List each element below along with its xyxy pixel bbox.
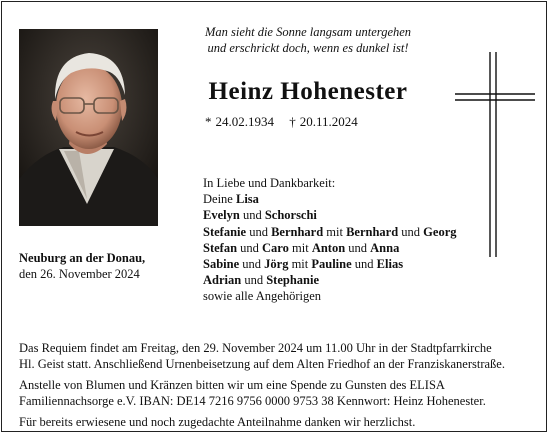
mourner-connector: mit [288, 240, 312, 255]
mourners-list [203, 175, 457, 305]
mourner-name: Stephanie [266, 273, 319, 288]
mourner-name: Stefan [203, 240, 238, 255]
mourner-connector: sowie alle Angehörigen [203, 289, 322, 304]
mourner-name: Sabine [203, 257, 240, 272]
mourner-connector: mit [323, 224, 347, 239]
requiem-line-1: Das Requiem findet am Freitag, den 29. November 2024 um 11.00 Uhr in der Stadtpfarrkirche [19, 341, 492, 355]
mourner-line [203, 207, 457, 223]
requiem-line-2: Hl. Geist statt. Anschließend Urnenbeisetzung auf dem Alten Friedhof an der Franziskanerstraße. [19, 357, 505, 371]
death-cross-icon: † [289, 114, 296, 129]
mourner-connector: und [345, 240, 371, 255]
mourner-name: Anton [311, 240, 346, 255]
mourner-connector: mit [288, 257, 312, 272]
cross-icon [455, 52, 535, 257]
place-town: Neuburg an der Donau, [19, 251, 146, 265]
birth-date [205, 114, 274, 129]
mourner-line [203, 240, 457, 256]
mourner-lines [203, 191, 457, 304]
mourner-connector: und [239, 257, 265, 272]
deceased-name: Heinz Hohenester [208, 78, 408, 105]
quote-line-2: und erschrickt doch, wenn es dunkel ist! [207, 41, 409, 55]
donation-line-2: Familiennachsorge e.V. IBAN: DE14 7216 9756 0000 9753 38 Kennwort: Heinz Hohenester. [19, 394, 486, 408]
mourner-connector: Deine [203, 192, 236, 207]
mourner-name: Elias [376, 257, 404, 272]
place-date: den 26. November 2024 [19, 267, 140, 281]
mourner-name: Evelyn [203, 208, 240, 223]
mourner-name: Georg [423, 224, 457, 239]
mourner-connector: und [241, 273, 267, 288]
death-date-value: 20.11.2024 [299, 114, 358, 129]
thanks-line: Für bereits erwiesene und noch zugedachte Anteilnahme danken wir herzlichst. [19, 415, 416, 429]
quote-line-1: Man sieht die Sonne langsam untergehen [204, 25, 412, 39]
portrait-photo [19, 29, 158, 226]
life-dates [205, 114, 370, 130]
mourner-name: Caro [262, 240, 289, 255]
mourner-line [203, 224, 457, 240]
mourner-line [203, 288, 457, 304]
mourner-name: Stefanie [203, 224, 247, 239]
mourner-name: Anna [370, 240, 400, 255]
mourner-connector: und [237, 240, 263, 255]
mourner-connector: und [246, 224, 272, 239]
portrait-illustration [19, 29, 158, 226]
birth-star-icon: * [205, 114, 212, 129]
mourner-line [203, 272, 457, 288]
mourner-connector: und [398, 224, 424, 239]
place-and-date [19, 250, 145, 282]
mourner-connector: und [239, 208, 265, 223]
memorial-quote [175, 24, 441, 56]
mourner-name: Lisa [235, 192, 259, 207]
mourners-intro: In Liebe und Dankbarkeit: [203, 176, 336, 190]
donation-line-1: Anstelle von Blumen und Kränzen bitten wir um eine Spende zu Gunsten des ELISA [19, 378, 445, 392]
mourner-name: Jörg [264, 257, 289, 272]
mourner-line [203, 256, 457, 272]
mourner-name: Adrian [203, 273, 242, 288]
service-notices [19, 335, 529, 435]
mourner-name: Schorschi [264, 208, 317, 223]
death-date [289, 114, 358, 129]
mourner-line [203, 191, 457, 207]
mourner-name: Bernhard [346, 224, 399, 239]
mourner-name: Pauline [311, 257, 352, 272]
birth-date-value: 24.02.1934 [215, 114, 274, 129]
mourner-connector: und [351, 257, 377, 272]
mourner-name: Bernhard [271, 224, 324, 239]
